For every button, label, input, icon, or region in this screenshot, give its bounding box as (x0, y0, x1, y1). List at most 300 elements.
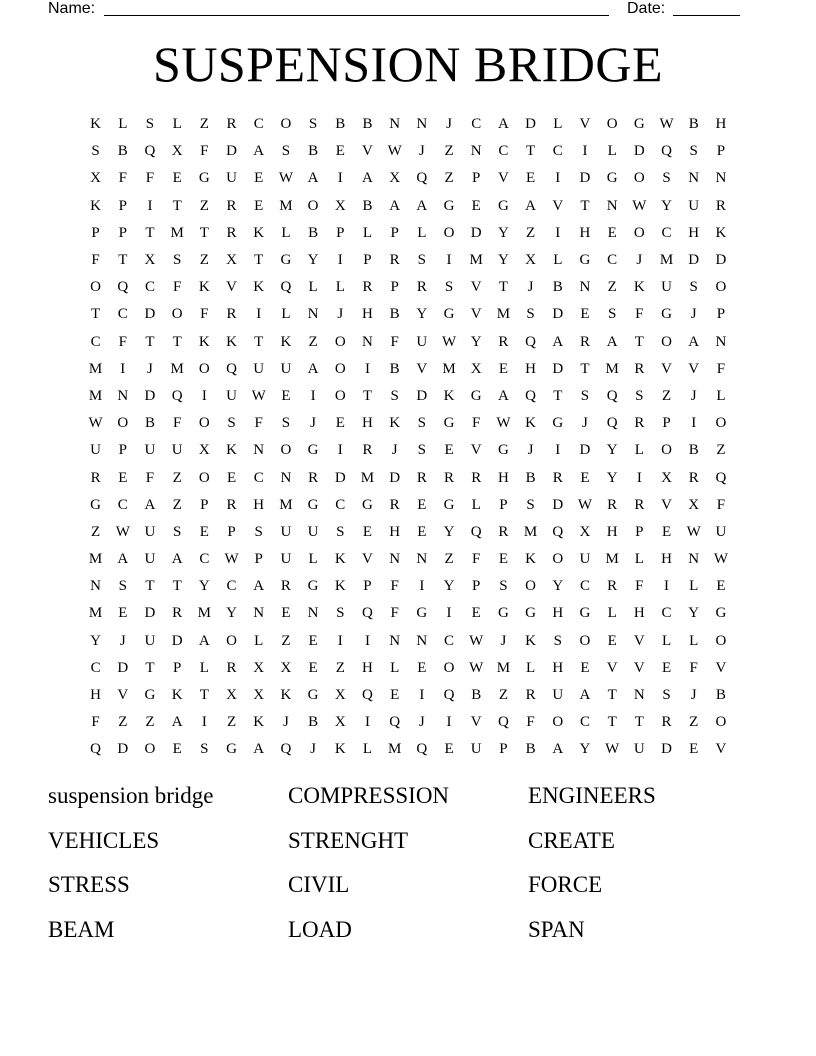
grid-letter: Z (145, 714, 155, 731)
grid-letter: M (197, 605, 212, 622)
name-blank-line[interactable] (104, 15, 609, 16)
grid-letter: T (199, 687, 209, 704)
grid-letter: U (280, 551, 292, 568)
grid-letter: A (144, 496, 156, 513)
grid-letter: R (226, 197, 237, 214)
grid-letter: R (688, 469, 699, 486)
grid-letter: V (633, 659, 645, 676)
grid-letter: U (579, 551, 591, 568)
grid-letter: E (417, 659, 427, 676)
grid-letter: S (526, 496, 535, 513)
grid-letter: J (690, 387, 697, 404)
grid-letter: H (633, 605, 645, 622)
grid-letter: X (470, 360, 482, 377)
grid-letter: E (254, 170, 264, 187)
grid-letter: O (226, 632, 237, 649)
grid-letter: O (715, 279, 727, 296)
grid-letter: J (446, 116, 452, 133)
grid-letter: H (552, 659, 564, 676)
grid-letter: D (661, 741, 672, 758)
grid-letter: O (280, 116, 292, 133)
grid-letter: W (713, 551, 728, 568)
grid-letter: S (417, 252, 427, 269)
grid-letter: Z (716, 442, 726, 459)
grid-letter: N (253, 442, 265, 459)
grid-letter: E (417, 523, 427, 540)
grid-letter: L (607, 605, 617, 622)
grid-letter: R (226, 659, 237, 676)
grid-letter: I (555, 170, 561, 187)
grid-letter: Q (389, 714, 401, 731)
grid-letter: C (90, 659, 101, 676)
grid-letter: T (634, 714, 644, 731)
grid-letter: Z (607, 279, 617, 296)
grid-letter: Q (416, 741, 428, 758)
grid-letter: P (118, 442, 127, 459)
grid-letter: R (498, 333, 509, 350)
grid-letter: B (715, 687, 726, 704)
grid-letter: Y (606, 442, 618, 459)
grid-letter: Y (90, 632, 102, 649)
grid-letter: D (144, 605, 156, 622)
grid-letter: E (308, 659, 318, 676)
grid-letter: O (334, 333, 346, 350)
grid-letter: P (363, 578, 372, 595)
grid-letter: K (715, 224, 727, 241)
grid-letter: T (254, 252, 264, 269)
grid-letter: C (335, 496, 346, 513)
grid-letter: R (226, 496, 237, 513)
grid-letter: O (715, 714, 727, 731)
grid-letter: R (416, 279, 427, 296)
grid-letter: B (525, 469, 536, 486)
grid-letter: Q (552, 523, 564, 540)
date-label: Date: (627, 0, 666, 17)
grid-letter: G (579, 605, 591, 622)
grid-letter: I (364, 632, 370, 649)
grid-letter: H (90, 687, 102, 704)
grid-letter: P (200, 496, 209, 513)
grid-letter: X (226, 252, 237, 269)
grid-letter: O (443, 659, 455, 676)
grid-letter: M (88, 387, 103, 404)
grid-letter: D (525, 116, 537, 133)
grid-letter: W (224, 551, 239, 568)
grid-letter: Z (308, 333, 318, 350)
grid-letter: D (579, 170, 591, 187)
grid-letter: X (226, 687, 237, 704)
grid-letter: E (526, 170, 536, 187)
grid-letter: M (605, 360, 619, 377)
grid-letter: B (117, 143, 128, 160)
grid-letter: J (310, 741, 317, 758)
grid-letter: V (661, 496, 672, 513)
grid-letter: G (307, 496, 319, 513)
word-list-item: LOAD (288, 916, 352, 942)
word-list-item: FORCE (528, 872, 603, 897)
grid-letter: T (145, 333, 155, 350)
grid-letter: S (553, 632, 562, 649)
grid-letter: J (690, 306, 697, 323)
grid-letter: C (661, 605, 672, 622)
grid-letter: R (552, 469, 563, 486)
grid-letter: V (715, 659, 727, 676)
grid-letter: F (526, 714, 535, 731)
grid-letter: F (91, 252, 100, 269)
grid-letter: X (389, 170, 401, 187)
grid-letter: Z (199, 116, 209, 133)
grid-letter: M (360, 469, 375, 486)
grid-letter: Y (470, 333, 482, 350)
grid-letter: W (605, 741, 620, 758)
grid-letter: R (634, 496, 645, 513)
grid-letter: E (661, 659, 672, 676)
grid-letter: U (253, 360, 265, 377)
grid-letter: F (390, 578, 399, 595)
grid-letter: Z (335, 659, 345, 676)
grid-letter: X (334, 687, 346, 704)
grid-letter: K (198, 333, 210, 350)
grid-letter: O (198, 469, 210, 486)
grid-letter: N (117, 387, 129, 404)
grid-letter: J (337, 306, 344, 323)
grid-letter: H (362, 659, 373, 676)
grid-letter: A (171, 714, 183, 731)
grid-letter: Y (606, 469, 618, 486)
grid-letter: S (281, 143, 291, 160)
grid-letter: C (444, 632, 455, 649)
grid-letter: K (198, 279, 210, 296)
grid-letter: Q (416, 170, 428, 187)
grid-letter: L (308, 279, 318, 296)
grid-letter: L (553, 116, 563, 133)
grid-letter: N (362, 333, 373, 350)
grid-letter: D (552, 496, 564, 513)
grid-letter: N (389, 116, 401, 133)
grid-letter: L (634, 551, 644, 568)
grid-letter: T (254, 333, 264, 350)
grid-letter: S (607, 306, 617, 323)
grid-letter: W (496, 415, 511, 432)
grid-letter: C (661, 224, 672, 241)
grid-letter: C (579, 578, 590, 595)
grid-letter: C (253, 469, 264, 486)
grid-letter: B (389, 306, 400, 323)
grid-letter: E (118, 469, 128, 486)
grid-letter: N (579, 279, 591, 296)
grid-letter: K (226, 333, 237, 350)
grid-letter: E (417, 496, 427, 513)
grid-letter: E (580, 306, 590, 323)
grid-letter: P (635, 523, 644, 540)
grid-letter: S (417, 415, 427, 432)
grid-letter: S (444, 279, 454, 296)
page-title: SUSPENSION BRIDGE (153, 36, 663, 92)
grid-letter: N (688, 551, 700, 568)
grid-letter: U (307, 523, 319, 540)
grid-letter: C (226, 578, 237, 595)
grid-letter: O (334, 360, 346, 377)
grid-letter: S (580, 387, 590, 404)
grid-letter: E (580, 659, 590, 676)
grid-letter: A (579, 687, 591, 704)
grid-letter: V (416, 360, 428, 377)
grid-letter: J (690, 687, 697, 704)
grid-letter: E (199, 523, 209, 540)
grid-letter: P (390, 279, 399, 296)
grid-letter: U (226, 387, 237, 404)
grid-letter: F (91, 714, 100, 731)
grid-letter: S (635, 387, 644, 404)
grid-letter: F (254, 415, 263, 432)
grid-letter: H (688, 224, 700, 241)
grid-letter: T (580, 197, 590, 214)
date-blank-line[interactable] (673, 15, 740, 16)
grid-letter: C (117, 496, 128, 513)
grid-letter: E (172, 741, 182, 758)
grid-letter: S (308, 116, 318, 133)
grid-letter: X (198, 442, 210, 459)
grid-letter: A (253, 741, 265, 758)
grid-letter: K (253, 714, 265, 731)
grid-letter: U (171, 442, 183, 459)
grid-letter: E (661, 523, 672, 540)
grid-letter: C (579, 714, 590, 731)
grid-letter: U (470, 741, 482, 758)
grid-letter: G (226, 741, 237, 758)
grid-letter: R (634, 360, 645, 377)
grid-letter: X (144, 252, 156, 269)
grid-letter: B (308, 143, 319, 160)
grid-letter: N (389, 551, 401, 568)
grid-letter: D (171, 632, 183, 649)
grid-letter: Z (172, 496, 182, 513)
grid-letter: G (552, 415, 564, 432)
grid-letter: B (362, 116, 373, 133)
word-list-item: COMPRESSION (288, 783, 450, 808)
grid-letter: G (606, 170, 618, 187)
grid-letter: P (363, 252, 372, 269)
grid-letter: R (715, 197, 726, 214)
grid-letter: Q (525, 387, 537, 404)
grid-letter: H (579, 224, 591, 241)
grid-letter: A (307, 360, 319, 377)
grid-letter: C (498, 143, 509, 160)
grid-letter: E (498, 551, 508, 568)
grid-letter: D (416, 387, 428, 404)
grid-letter: V (633, 632, 645, 649)
grid-letter: R (389, 252, 400, 269)
grid-letter: J (119, 632, 126, 649)
grid-letter: E (226, 469, 237, 486)
grid-letter: O (171, 306, 183, 323)
grid-letter: P (118, 197, 127, 214)
grid-letter: W (441, 333, 457, 350)
grid-letter: T (580, 360, 590, 377)
grid-letter: V (497, 170, 509, 187)
grid-letter: W (577, 496, 593, 513)
grid-letter: R (579, 333, 590, 350)
grid-letter: M (88, 551, 103, 568)
grid-letter: Q (171, 387, 183, 404)
grid-letter: Z (526, 224, 536, 241)
grid-letter: P (716, 306, 726, 323)
grid-letter: K (253, 224, 265, 241)
grid-letter: F (716, 360, 726, 377)
grid-letter: U (280, 523, 292, 540)
grid-letter: F (390, 605, 399, 622)
grid-letter: D (117, 741, 129, 758)
grid-letter: C (253, 116, 264, 133)
grid-letter: S (689, 279, 698, 296)
grid-letter: R (308, 469, 319, 486)
grid-letter: G (470, 387, 482, 404)
grid-letter: N (606, 197, 618, 214)
grid-letter: O (633, 170, 645, 187)
grid-letter: L (471, 496, 481, 513)
grid-letter: O (443, 224, 455, 241)
grid-letter: J (527, 279, 534, 296)
grid-letter: U (226, 170, 237, 187)
grid-letter: A (117, 551, 129, 568)
grid-letter: Q (280, 741, 292, 758)
grid-letter: C (144, 279, 155, 296)
grid-letter: M (442, 360, 456, 377)
grid-letter: T (607, 687, 617, 704)
grid-letter: W (115, 523, 130, 540)
grid-letter: N (280, 469, 292, 486)
grid-letter: S (689, 143, 698, 160)
grid-letter: P (336, 224, 345, 241)
grid-letter: V (226, 279, 237, 296)
grid-letter: V (470, 306, 482, 323)
grid-letter: A (198, 632, 210, 649)
grid-letter: E (335, 143, 345, 160)
grid-letter: S (417, 442, 427, 459)
grid-letter: G (497, 197, 509, 214)
grid-letter: K (280, 687, 292, 704)
grid-letter: X (334, 197, 346, 214)
grid-letter: E (281, 605, 291, 622)
grid-letter: Q (525, 333, 537, 350)
grid-letter: R (362, 442, 373, 459)
grid-letter: H (525, 360, 537, 377)
grid-letter: F (145, 469, 155, 486)
grid-letter: R (607, 496, 618, 513)
grid-letter: L (390, 659, 400, 676)
grid-letter: H (661, 551, 672, 568)
grid-letter: B (471, 687, 482, 704)
grid-letter: Y (579, 741, 591, 758)
grid-letter: S (499, 578, 508, 595)
grid-letter: I (555, 224, 561, 241)
grid-letter: Y (497, 224, 509, 241)
grid-letter: P (662, 415, 671, 432)
grid-letter: R (280, 578, 291, 595)
grid-letter: N (416, 632, 428, 649)
grid-letter: F (472, 415, 481, 432)
grid-letter: C (117, 306, 128, 323)
grid-letter: Z (498, 687, 508, 704)
grid-letter: O (715, 632, 727, 649)
grid-letter: V (688, 360, 700, 377)
grid-letter: Z (118, 714, 128, 731)
grid-letter: S (254, 523, 263, 540)
grid-letter: S (227, 415, 236, 432)
grid-letter: Z (172, 469, 182, 486)
grid-letter: Q (497, 714, 509, 731)
grid-letter: I (446, 252, 452, 269)
grid-letter: A (497, 387, 509, 404)
grid-letter: D (144, 387, 156, 404)
grid-letter: A (253, 143, 265, 160)
grid-letter: B (308, 224, 319, 241)
grid-letter: S (390, 387, 399, 404)
grid-letter: F (635, 306, 644, 323)
grid-letter: P (91, 224, 100, 241)
grid-letter: L (254, 632, 264, 649)
grid-letter: X (579, 523, 591, 540)
grid-letter: X (90, 170, 102, 187)
grid-letter: E (716, 578, 726, 595)
grid-letter: S (145, 116, 155, 133)
grid-letter: J (527, 442, 534, 459)
grid-letter: C (607, 252, 618, 269)
grid-letter: W (632, 197, 647, 214)
grid-letter: I (201, 714, 207, 731)
grid-letter: F (172, 415, 182, 432)
grid-letter: E (498, 360, 508, 377)
grid-letter: K (280, 333, 292, 350)
grid-letter: G (362, 496, 373, 513)
grid-letter: O (117, 415, 129, 432)
grid-letter: M (605, 551, 619, 568)
grid-letter: G (198, 170, 210, 187)
grid-letter: O (525, 578, 537, 595)
word-list-item: STRESS (48, 872, 130, 897)
grid-letter: M (279, 197, 293, 214)
grid-letter: D (688, 252, 700, 269)
word-list-item: STRENGHT (288, 827, 409, 853)
grid-letter: F (635, 578, 644, 595)
grid-letter: B (688, 442, 699, 459)
grid-letter: U (280, 360, 292, 377)
grid-letter: M (659, 252, 674, 269)
grid-letter: K (226, 442, 237, 459)
grid-letter: P (227, 523, 236, 540)
grid-letter: E (254, 197, 264, 214)
grid-letter: O (606, 116, 618, 133)
grid-letter: R (661, 714, 672, 731)
grid-letter: T (145, 578, 155, 595)
grid-letter: G (497, 442, 509, 459)
grid-letter: K (334, 578, 346, 595)
grid-letter: S (118, 578, 127, 595)
grid-letter: Z (661, 387, 672, 404)
grid-letter: R (389, 496, 400, 513)
grid-letter: E (471, 605, 481, 622)
grid-letter: D (117, 659, 129, 676)
grid-letter: L (335, 279, 345, 296)
grid-letter: V (470, 279, 482, 296)
grid-letter: W (251, 387, 266, 404)
grid-letter: L (308, 551, 318, 568)
grid-letter: N (307, 605, 319, 622)
grid-letter: T (199, 224, 209, 241)
grid-letter: O (334, 387, 346, 404)
grid-letter: S (200, 741, 209, 758)
grid-letter: Y (443, 523, 455, 540)
